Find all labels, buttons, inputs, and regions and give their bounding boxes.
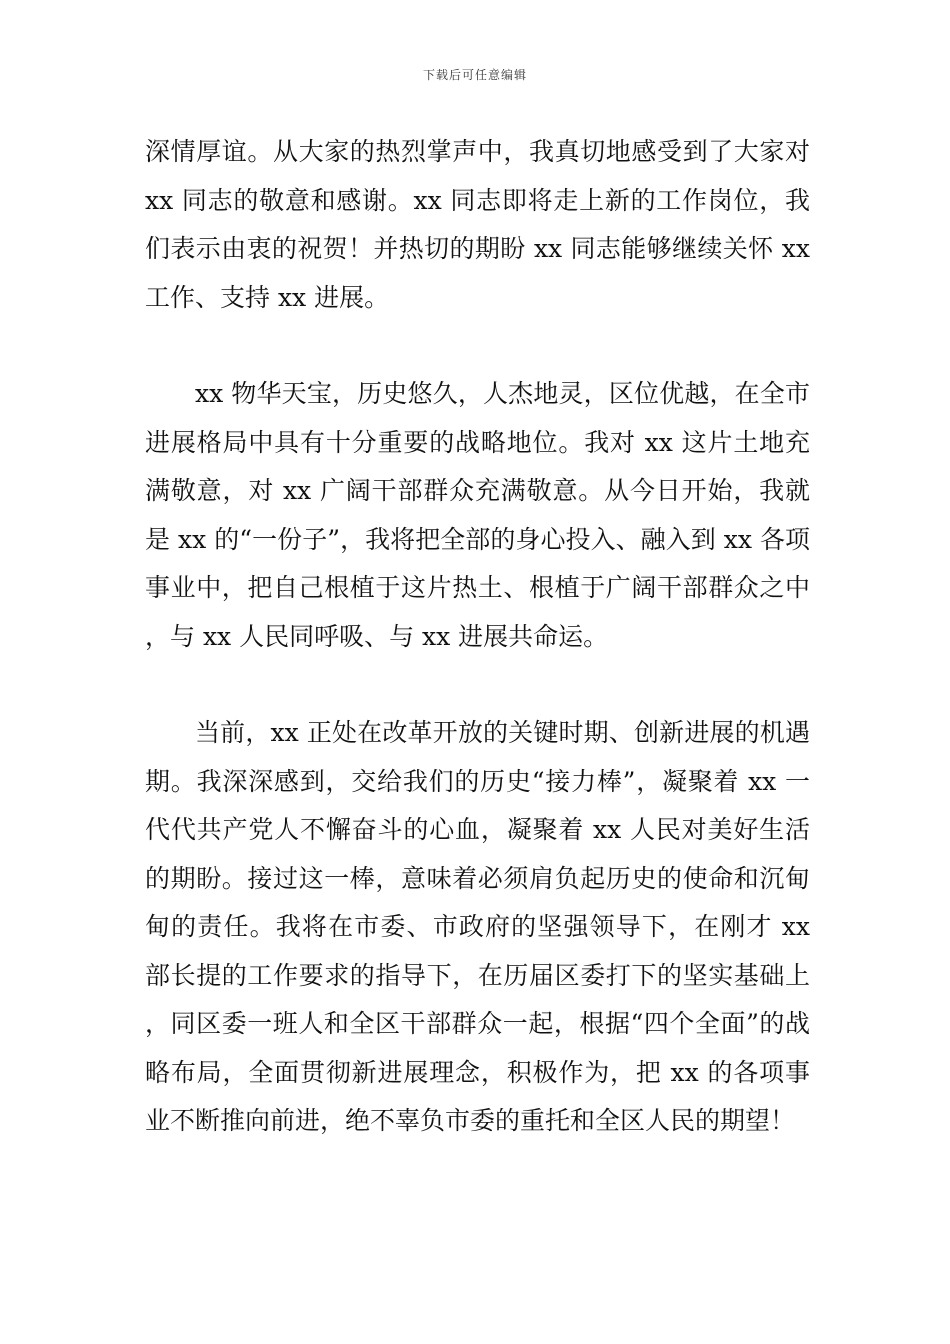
paragraph-1: 深情厚谊。从大家的热烈掌声中，我真切地感受到了大家对 xx 同志的敬意和感谢。xx 同志即将走上新的工作岗位，我们表示由衷的祝贺！并热切的期盼 xx 同志能够继续关怀 xx 工作、支持 xx 进展。 bbox=[145, 137, 810, 312]
paragraph-3: 当前，xx 正处在改革开放的关键时期、创新进展的机遇期。我深深感到，交给我们的历史“接力棒”，凝聚着 xx 一代代共产党人不懈奋斗的心血，凝聚着 xx 人民对美好生活的期盼。接过这一棒，意味着必须肩负起历史的使命和沉甸甸的责任。我将在市委、市政府的坚强领导下，在刚才 xx 部长提的工作要求的指导下，在历届区委打下的坚实基础上，同区委一班人和全区干部群众一起，根据“四个全面”的战略布局，全面贯彻新进展理念，积极作为，把 xx 的各项事业不断推向前进，绝不辜负市委的重托和全区人民的期望！ bbox=[145, 718, 810, 1135]
page-header: 下载后可任意编辑 bbox=[422, 68, 527, 82]
paragraph-2: xx 物华天宝，历史悠久，人杰地灵，区位优越，在全市进展格局中具有十分重要的战略地位。我对 xx 这片土地充满敬意，对 xx 广阔干部群众充满敬意。从今日开始，我就是 xx 的“一份子”，我将把全部的身心投入、融入到 xx 各项事业中，把自己根植于这片热土、根植于广阔干部群众之中，与 xx 人民同呼吸、与 xx 进展共命运。 bbox=[145, 379, 810, 651]
document-body bbox=[145, 128, 810, 1146]
